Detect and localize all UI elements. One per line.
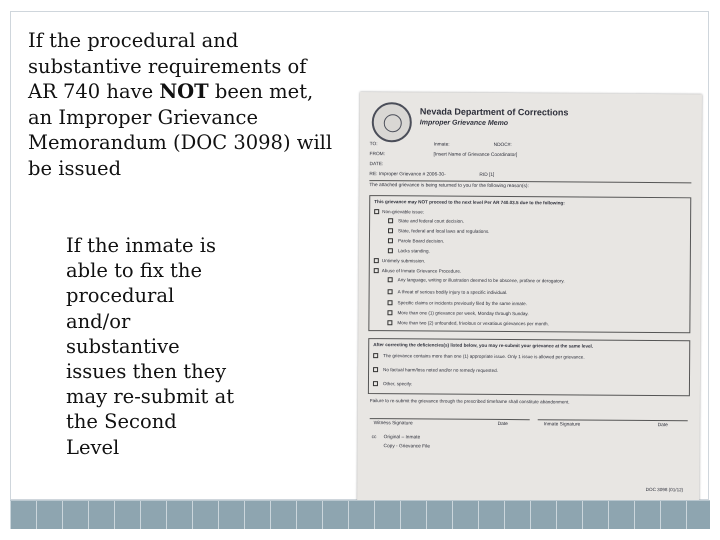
- checkbox: [374, 209, 379, 214]
- reasons-header: This grievance may NOT proceed to the next level Per AR 740.03.5 due to the following:: [374, 199, 565, 206]
- correction-item: No factual harm/loss noted and/or no remedy requested.: [383, 367, 498, 373]
- footer-bar: [10, 500, 710, 529]
- memo-to-row: TO: Inmate: NDOC#:: [369, 142, 512, 149]
- checkbox: [373, 353, 378, 358]
- inmate-signature-label: Inmate Signature: [543, 422, 581, 428]
- correction-box: [368, 338, 690, 396]
- date-label: Date: [497, 421, 508, 428]
- correction-header: After correcting the deficiencies(s) listed below, you may re-submit your grievance at the same level.: [373, 342, 594, 349]
- correction-item: The grievance contains more than one (1) appropriate issue. Only 1 issue is allowed per grievance.: [383, 353, 585, 360]
- reason-item: Any language, writing or illustration deemed to be obscene, profane or derogatory.: [397, 277, 565, 284]
- reasons-box: [368, 195, 691, 333]
- reason-item: More than one (1) grievance per week, Monday through Sunday.: [397, 310, 529, 317]
- checkbox: [388, 238, 393, 243]
- checkbox: [374, 268, 379, 273]
- checkbox: [373, 381, 378, 386]
- cc-original: Original – Inmate: [383, 435, 421, 441]
- doc-number: DOC 3098 (01/12): [645, 487, 684, 493]
- reason-item: Specific claims or incidents previously filed by the same inmate.: [397, 300, 527, 307]
- witness-signature-label: Witness Signature: [373, 421, 413, 427]
- correction-item: Other, specify:: [382, 381, 413, 387]
- checkbox: [373, 367, 378, 372]
- checkbox: [388, 300, 393, 305]
- cc-copy: Copy - Grievance File: [383, 444, 430, 450]
- main-paragraph: [28, 28, 338, 181]
- reason-item: Abuse of Inmate Grievance Procedure.: [381, 268, 462, 274]
- reason-item: Untimely submission.: [381, 258, 426, 264]
- signature-line: [538, 419, 688, 421]
- checkbox: [388, 228, 393, 233]
- memo-date-row: DATE:: [369, 162, 384, 168]
- memo-org: Nevada Department of Corrections: [419, 106, 569, 118]
- checkbox: [388, 277, 393, 282]
- memo-returned: The attached grievance is being returned to you for the following reason(s):: [369, 183, 529, 190]
- reason-item: State, federal and local laws and regulations.: [398, 228, 490, 234]
- reason-item: State and federal court decision.: [398, 218, 465, 224]
- checkbox: [387, 310, 392, 315]
- memo-photo: [357, 92, 702, 504]
- main-text-bold: NOT: [159, 80, 209, 103]
- date-label: Date: [657, 423, 668, 429]
- checkbox: [387, 320, 392, 325]
- checkbox: [388, 218, 393, 223]
- memo-from-row: FROM: [Insert Name of Grievance Coordinator]: [369, 152, 518, 159]
- reason-item: Lacks standing.: [397, 248, 430, 254]
- ndoc-seal-icon: [372, 102, 412, 142]
- reason-item: Parole Board decision.: [397, 238, 445, 244]
- reason-item: Non-grievable issue:: [382, 209, 425, 215]
- checkbox: [388, 248, 393, 253]
- signature-line: [370, 418, 530, 420]
- main-text-part1: If the procedural and substantive requirements of AR 740 have: [28, 29, 307, 103]
- checkbox: [374, 258, 379, 263]
- memo-re-row: RE: Improper Grievance # 2006-30- RID [1]: [369, 172, 495, 178]
- checkbox: [388, 289, 393, 294]
- failure-note: Failure to re-submit the grievance through the prescribed timeframe shall constitute abandonment.: [369, 398, 570, 405]
- memo-title: Improper Grievance Memo: [419, 119, 509, 128]
- sub-paragraph: If the inmate is able to fix the procedural and/or substantive issues then they may re-submit at the Second Level: [66, 234, 235, 459]
- reason-item: A threat of serious bodily injury to a specific individual.: [397, 289, 508, 296]
- cc-label: cc: [371, 435, 377, 441]
- reason-item: More than two (2) unfounded, frivolous or vexatious grievances per month.: [397, 320, 549, 327]
- main-text-part2: been met, an Improper Grievance Memorandum (DOC 3098) will be issued: [28, 80, 333, 180]
